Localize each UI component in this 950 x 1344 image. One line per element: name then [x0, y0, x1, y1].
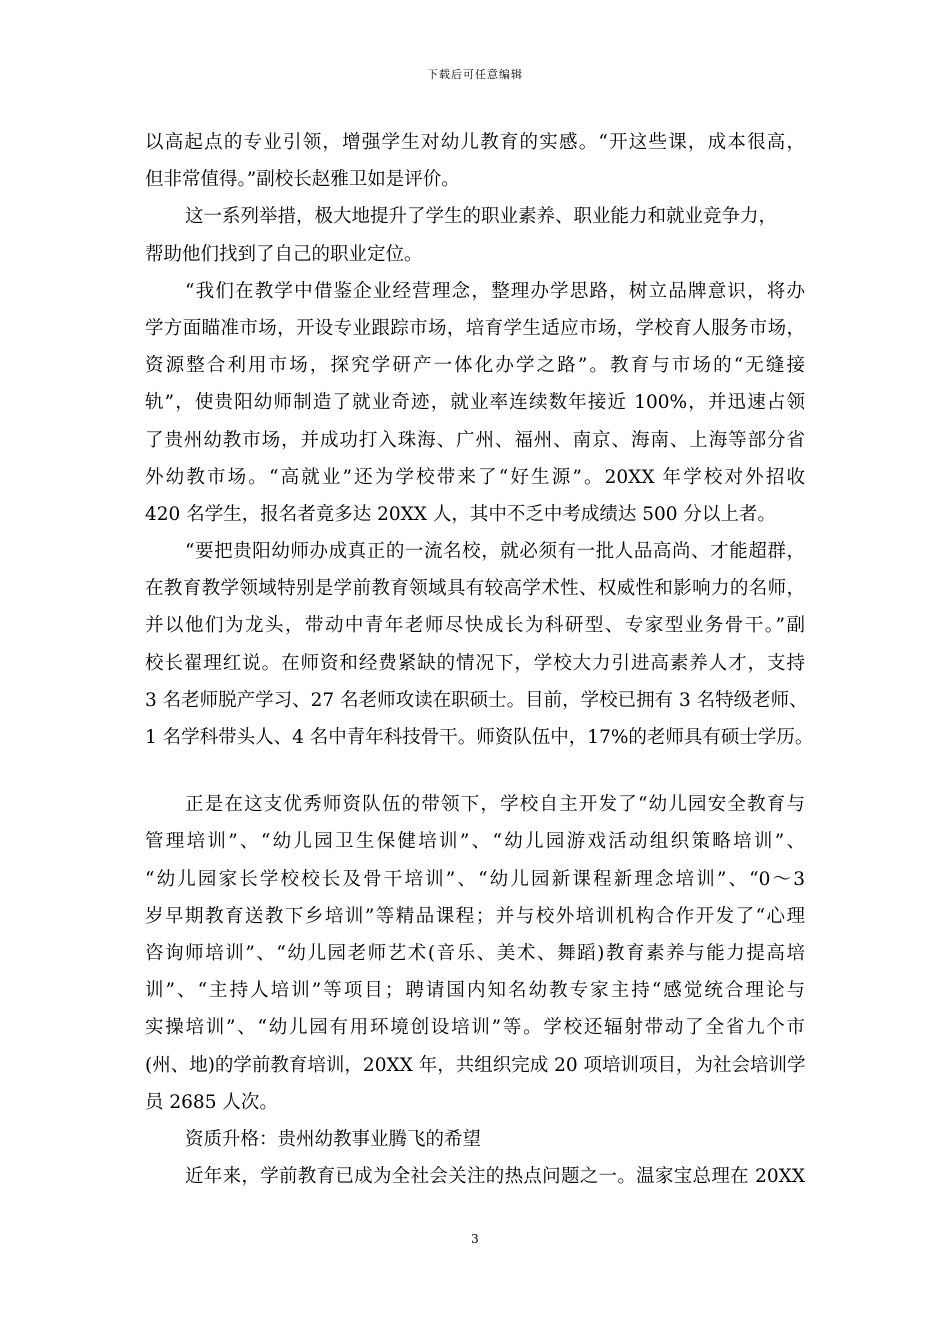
text-line: (州、地)的学前教育培训，20XX 年，共组织完成 20 项培训项目，为社会培训学: [145, 1054, 806, 1076]
page-header: 下载后可任意编辑: [427, 68, 523, 81]
text-line: 学方面瞄准市场，开设专业跟踪市场，培育学生适应市场，学校育人服务市场，: [145, 317, 805, 339]
text-line: 帮助他们找到了自己的职业定位。: [145, 243, 423, 265]
paragraph-spacer: [145, 756, 805, 786]
text-line: 以高起点的专业引领，增强学生对幼儿教育的实感。“开这些课，成本很高，: [145, 132, 805, 153]
text-line: 420 名学生，报名者竟多达 20XX 人，其中不乏中考成绩达 500 分以上者。: [145, 503, 776, 525]
text-line: 员 2685 人次。: [145, 1091, 278, 1113]
text-line: 3 名老师脱产学习、27 名老师攻读在职硕士。目前，学校已拥有 3 名特级老师、: [145, 689, 808, 711]
text-line: 正是在这支优秀师资队伍的带领下，学校自主开发了“幼儿园安全教育与: [185, 794, 805, 816]
text-line: “幼儿园家长学校校长及骨干培训”、“幼儿园新课程新理念培训”、“0～3: [145, 868, 805, 890]
text-line: 训”、“主持人培训”等项目；聘请国内知名幼教专家主持“感觉统合理论与: [145, 980, 805, 1002]
text-line: 并以他们为龙头，带动中青年老师尽快成长为科研型、专家型业务骨干。”副: [145, 615, 805, 637]
page-number: 3: [471, 1232, 479, 1246]
text-line: 近年来，学前教育已成为全社会关注的热点问题之一。温家宝总理在 20XX: [185, 1166, 805, 1188]
text-line: 了贵州幼教市场，并成功打入珠海、广州、福州、南京、海南、上海等部分省: [145, 429, 805, 451]
text-line: 这一系列举措，极大地提升了学生的职业素养、职业能力和就业竞争力，: [185, 206, 778, 228]
text-line: 1 名学科带头人、4 名中青年科技骨干。师资队伍中，17%的老师具有硕士学历。: [145, 727, 814, 748]
text-line: 咨询师培训”、“幼儿园老师艺术(音乐、美术、舞蹈)教育素养与能力提高培: [145, 942, 805, 964]
text-line: 岁早期教育送教下乡培训”等精品课程；并与校外培训机构合作开发了“心理: [145, 905, 805, 927]
text-line: 外幼教市场。“高就业”还为学校带来了“好生源”。20XX 年学校对外招收: [145, 466, 805, 488]
text-line: “要把贵阳幼师办成真正的一流名校，就必须有一批人品高尚、才能超群，: [185, 541, 805, 563]
document-body: [145, 124, 814, 1195]
text-line: 资源整合利用市场，探究学研产一体化办学之路”。教育与市场的“无缝接: [145, 355, 805, 377]
text-line: 轨”，使贵阳幼师制造了就业奇迹，就业率连续数年接近 100%，并迅速占领: [145, 392, 805, 414]
text-line: 在教育教学领域特别是学前教育领域具有较高学术性、权威性和影响力的名师，: [145, 578, 805, 600]
text-line: 管理培训”、“幼儿园卫生保健培训”、“幼儿园游戏活动组织策略培训”、: [145, 831, 805, 853]
text-line: 但非常值得。”副校长赵雅卫如是评价。: [145, 169, 460, 191]
text-line: 校长翟理红说。在师资和经费紧缺的情况下，学校大力引进高素养人才，支持: [145, 652, 805, 674]
text-line: “我们在教学中借鉴企业经营理念，整理办学思路，树立品牌意识，将办: [185, 280, 805, 302]
text-line: 实操培训”、“幼儿园有用环境创设培训”等。学校还辐射带动了全省九个市: [145, 1017, 805, 1039]
section-heading: 资质升格：贵州幼教事业腾飞的希望: [185, 1128, 482, 1150]
